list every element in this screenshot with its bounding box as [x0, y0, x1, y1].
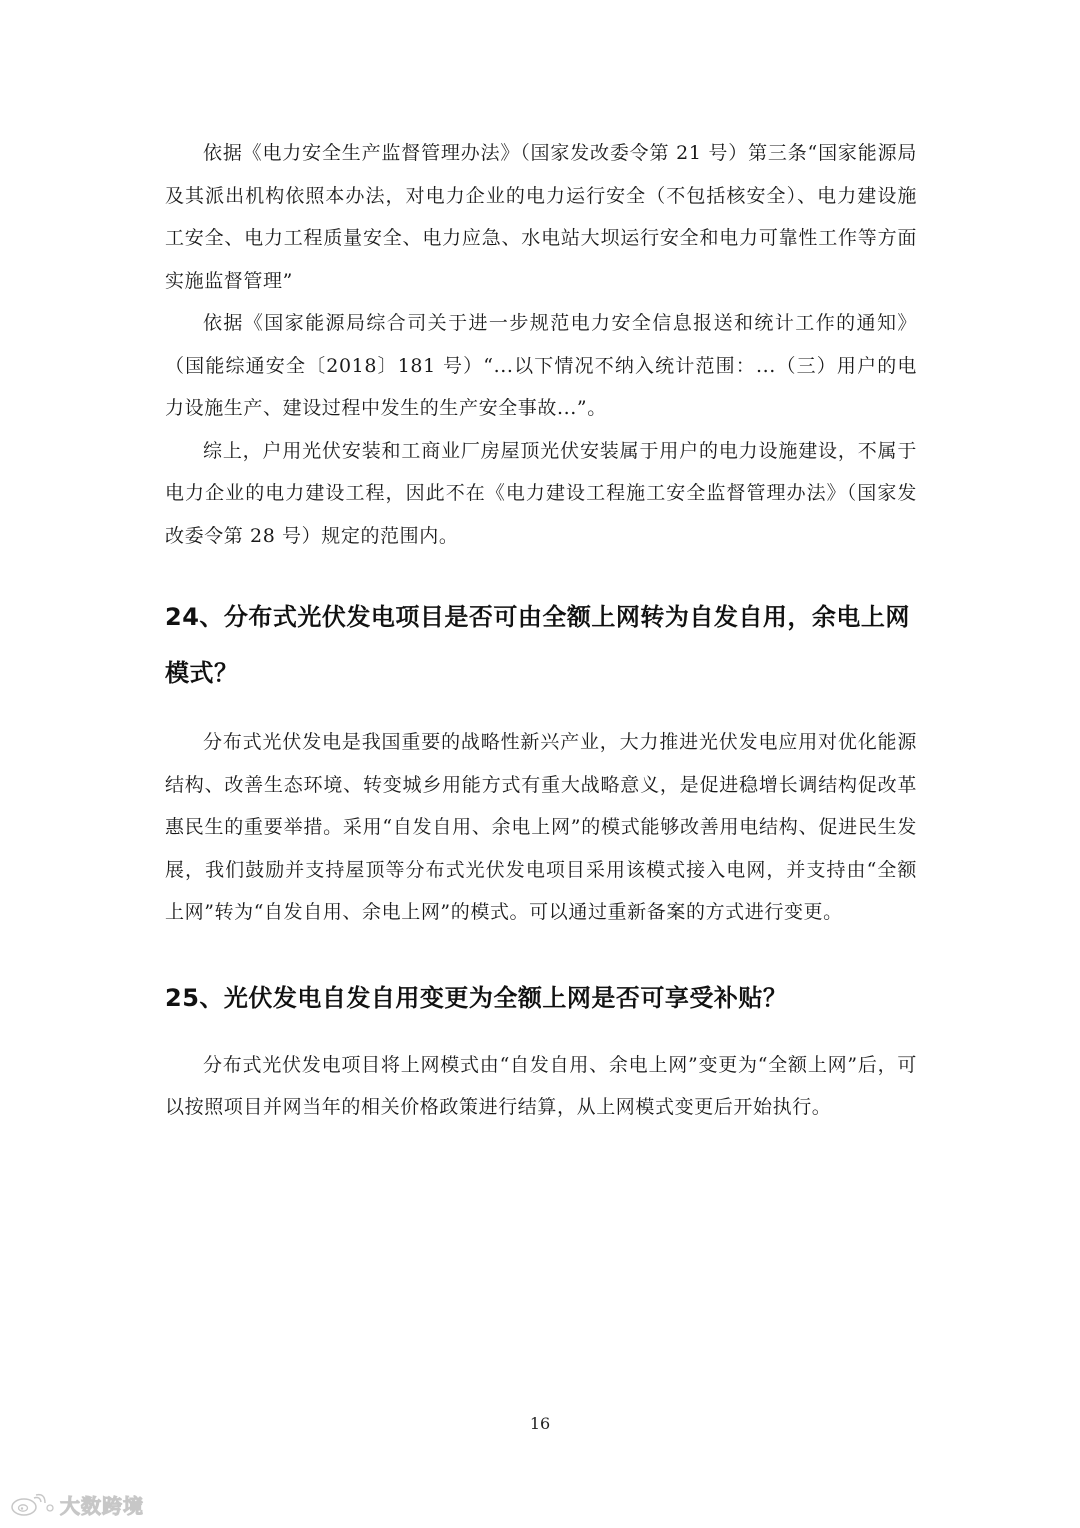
question-25-answer: 分布式光伏发电项目将上网模式由“自发自用、余电上网”变更为“全额上网”后，可以按照项目并网当年的相关价格政策进行结算，从上网模式变更后开始执行。 [165, 1053, 917, 1118]
paragraph-energy-notice: 依据《国家能源局综合司关于进一步规范电力安全信息报送和统计工作的通知》（国能综通安全〔2018〕181 号）“...以下情况不纳入统计范围：...（三）用户的电力设施生产、建设过程中发生的生产安全事故...”。 [165, 312, 917, 419]
question-24-answer: 分布式光伏发电是我国重要的战略性新兴产业，大力推进光伏发电应用对优化能源结构、改善生态环境、转变城乡用能方式有重大战略意义，是促进稳增长调结构促改革惠民生的重要举措。采用“自发自用、余电上网”的模式能够改善用电结构、促进民生发展，我们鼓励并支持屋顶等分布式光伏发电项目采用该模式接入电网，并支持由“全额上网”转为“自发自用、余电上网”的模式。可以通过重新备案的方式进行变更。 [165, 731, 917, 923]
page-content [165, 132, 917, 1129]
page-number: 16 [529, 1414, 551, 1433]
weibo-logo-icon [10, 1492, 54, 1518]
watermark [10, 1490, 144, 1519]
paragraph-conclusion: 综上，户用光伏安装和工商业厂房屋顶光伏安装属于用户的电力设施建设，不属于电力企业的电力建设工程，因此不在《电力建设工程施工安全监督管理办法》（国家发改委令第 28 号）规定的范围内。 [165, 439, 917, 547]
watermark-text: 大数跨境 [60, 1494, 144, 1518]
paragraph-safety-regulation: 依据《电力安全生产监督管理办法》（国家发改委令第 21 号）第三条“国家能源局及其派出机构依照本办法，对电力企业的电力运行安全（不包括核安全）、电力建设施工安全、电力工程质量安全、电力应急、水电站大坝运行安全和电力可靠性工作等方面实施监督管理” [165, 142, 917, 292]
question-24-heading: 24、分布式光伏发电项目是否可由全额上网转为自发自用，余电上网模式？ [165, 603, 910, 687]
question-25-heading: 25、光伏发电自发自用变更为全额上网是否可享受补贴？ [165, 983, 788, 1012]
